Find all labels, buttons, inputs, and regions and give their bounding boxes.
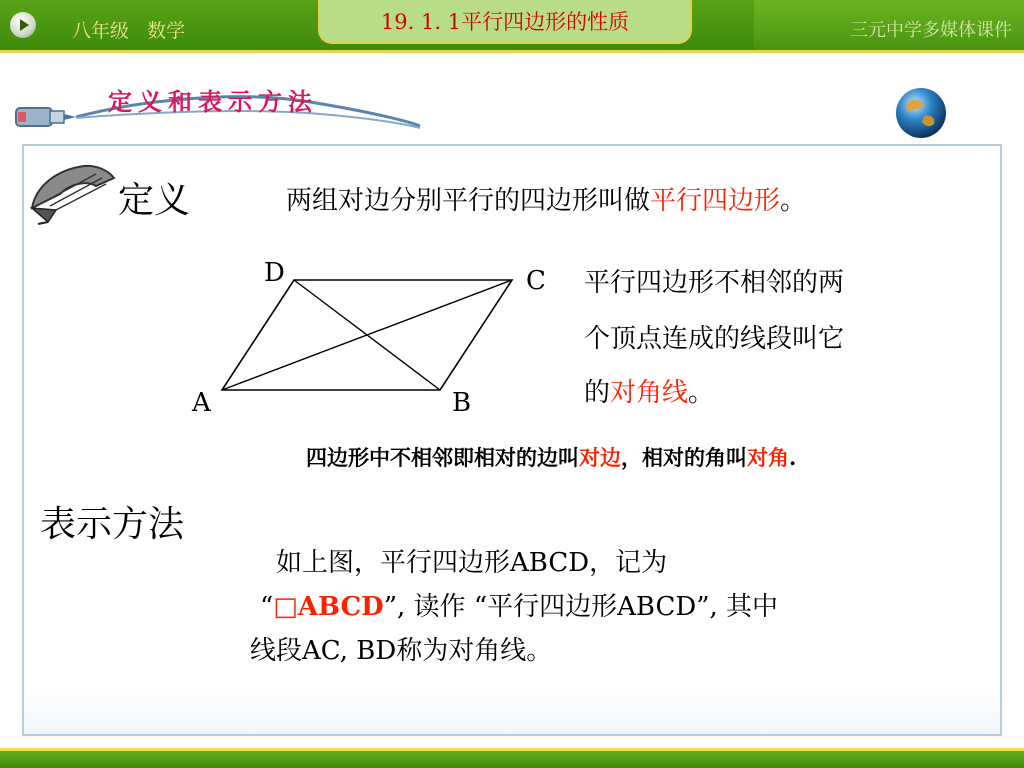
vertex-d-label: D <box>264 258 285 288</box>
school-label: 三元中学多媒体课件 <box>850 20 1012 41</box>
opposite-note-prefix: 四边形中不相邻即相对的边叫 <box>306 445 579 470</box>
parallelogram-figure <box>214 272 524 398</box>
diagonal-note-line1: 平行四边形不相邻的两 <box>584 268 845 298</box>
content-panel <box>22 144 1002 736</box>
play-icon[interactable] <box>10 12 36 38</box>
grade-subject-label: 八年级 数学 <box>72 20 186 42</box>
opposite-sides-term: 对边 <box>579 445 621 470</box>
diagonal-note-suffix: 。 <box>688 378 715 408</box>
footer-bar <box>0 748 1024 768</box>
definition-suffix: 。 <box>780 186 807 216</box>
diagonal-note-prefix: 的 <box>584 378 611 408</box>
quill-pen-icon <box>26 156 118 226</box>
notation-open-quote: “ <box>260 592 274 622</box>
opposite-note <box>306 442 796 472</box>
definition-heading: 定义 <box>118 180 191 221</box>
definition-prefix: 两组对边分别平行的四边形叫做 <box>286 186 651 216</box>
opposite-note-suffix: . <box>789 445 797 470</box>
opposite-note-middle: ，相对的角叫 <box>621 445 747 470</box>
vertex-c-label: C <box>526 266 546 296</box>
notation-line3: 线段AC, BD称为对角线。 <box>250 636 553 666</box>
definition-term: 平行四边形 <box>650 186 781 216</box>
notation-heading: 表示方法 <box>40 504 185 545</box>
notation-line1: 如上图，平行四边形ABCD，记为 <box>276 548 668 578</box>
lesson-title: 19. 1. 1平行四边形的性质 <box>380 10 630 34</box>
opposite-angles-term: 对角 <box>747 445 789 470</box>
definition-text <box>286 180 806 217</box>
vertex-a-label: A <box>192 388 211 418</box>
diagonal-note-line2: 个顶点连成的线段叫它 <box>584 324 845 354</box>
parallelogram-symbol: □ABCD <box>273 592 384 622</box>
diagonal-bd <box>294 280 440 390</box>
notation-line2 <box>260 586 778 623</box>
diagonal-note-line3 <box>584 372 714 409</box>
diagonal-term: 对角线 <box>610 378 689 408</box>
section-title: 定义和表示方法 <box>108 87 318 116</box>
vertex-b-label: B <box>452 388 472 418</box>
globe-icon <box>894 86 948 140</box>
title-tab <box>318 0 692 44</box>
notation-line2-rest: ”, 读作 “平行四边形ABCD”, 其中 <box>383 592 779 622</box>
